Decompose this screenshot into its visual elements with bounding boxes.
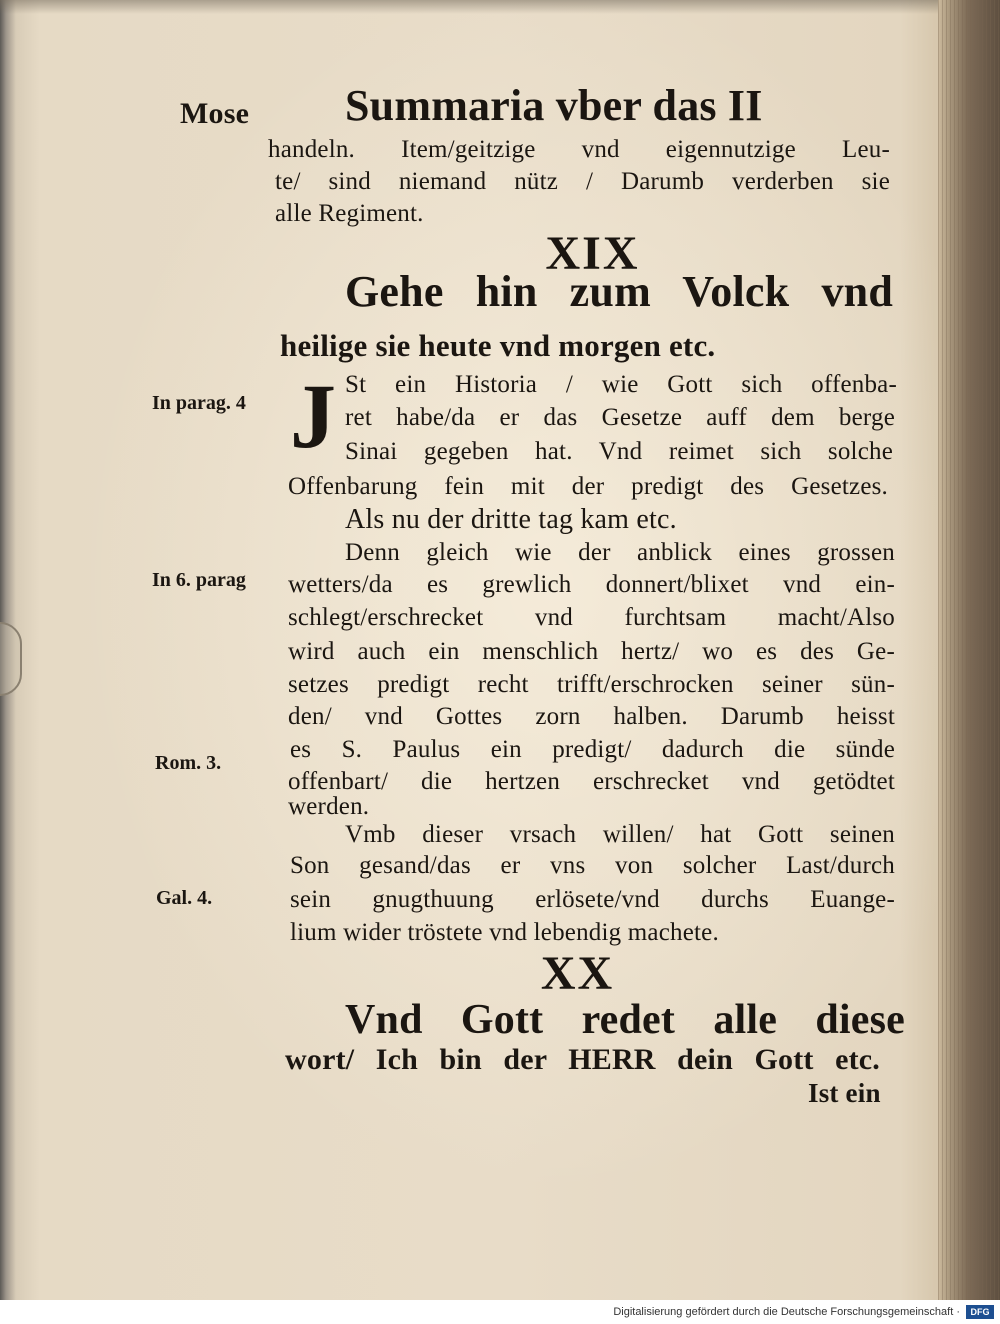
text-line: Denn gleich wie der anblick eines grossen [345,539,895,566]
drop-cap: J [290,365,336,467]
chapter-heading: heilige sie heute vnd morgen etc. [280,328,716,363]
text-line: Sinai gegeben hat. Vnd reimet sich solche [345,438,893,465]
subheading: Als nu der dritte tag kam etc. [345,504,677,535]
text-line: den/ vnd Gottes zorn halben. Darumb heisst [288,703,895,730]
text-line: Son gesand/das er vns von solcher Last/durch [290,852,895,879]
text-line: St ein Historia / wie Gott sich offenba- [345,371,897,398]
text-line: te/ sind niemand nütz / Darumb verderben sie [275,168,890,195]
text-line: es S. Paulus ein predigt/ dadurch die sünde [290,736,895,763]
page-tab [0,622,22,696]
page-title: Summaria vber das II [345,81,763,130]
chapter-number: XIX [545,227,640,280]
chapter-heading: Vnd Gott redet alle diese [345,997,905,1043]
text-line: handeln. Item/geitzige vnd eigennutzige Leu- [268,136,890,163]
page-top-shadow [0,0,1000,14]
text-line: schlegt/erschrecket vnd furchtsam macht/Also [288,604,895,631]
text-line: alle Regiment. [275,200,424,227]
text-line: lium wider tröstete vnd lebendig machete. [290,919,719,946]
header-margin-note: Mose [180,97,250,130]
text-line: setzes predigt recht trifft/erschrocken seiner sün- [288,671,895,698]
text-line: sein gnugthuung erlösete/vnd durchs Euange- [290,886,895,913]
text-line: Vmb dieser vrsach willen/ hat Gott seinen [345,821,895,848]
text-line: wetters/da es grewlich donnert/blixet vnd ein- [288,571,895,598]
chapter-heading: Gehe hin zum Volck vnd [345,267,893,316]
margin-note: Rom. 3. [155,752,222,774]
text-line: werden. [288,793,370,820]
text-line: ret habe/da er das Gesetze auff dem berge [345,404,895,431]
margin-note: In parag. 4 [152,392,246,414]
footer-credit: Digitalisierung gefördert durch die Deutsche Forschungsgemeinschaft · [613,1306,960,1318]
dfg-logo: DFG [966,1305,994,1319]
text-line: offenbart/ die hertzen erschrecket vnd getödtet [288,768,895,795]
catchword: Ist ein [808,1078,881,1108]
book-edge [938,0,1000,1300]
text-line: wird auch ein menschlich hertz/ wo es des Ge- [288,638,895,665]
footer-bar [0,1300,1000,1324]
margin-note: In 6. parag [152,569,246,591]
chapter-heading: wort/ Ich bin der HERR dein Gott etc. [285,1043,880,1076]
margin-note: Gal. 4. [156,887,213,909]
text-line: Offenbarung fein mit der predigt des Gesetzes. [288,473,888,500]
chapter-number: XX [540,947,615,1000]
